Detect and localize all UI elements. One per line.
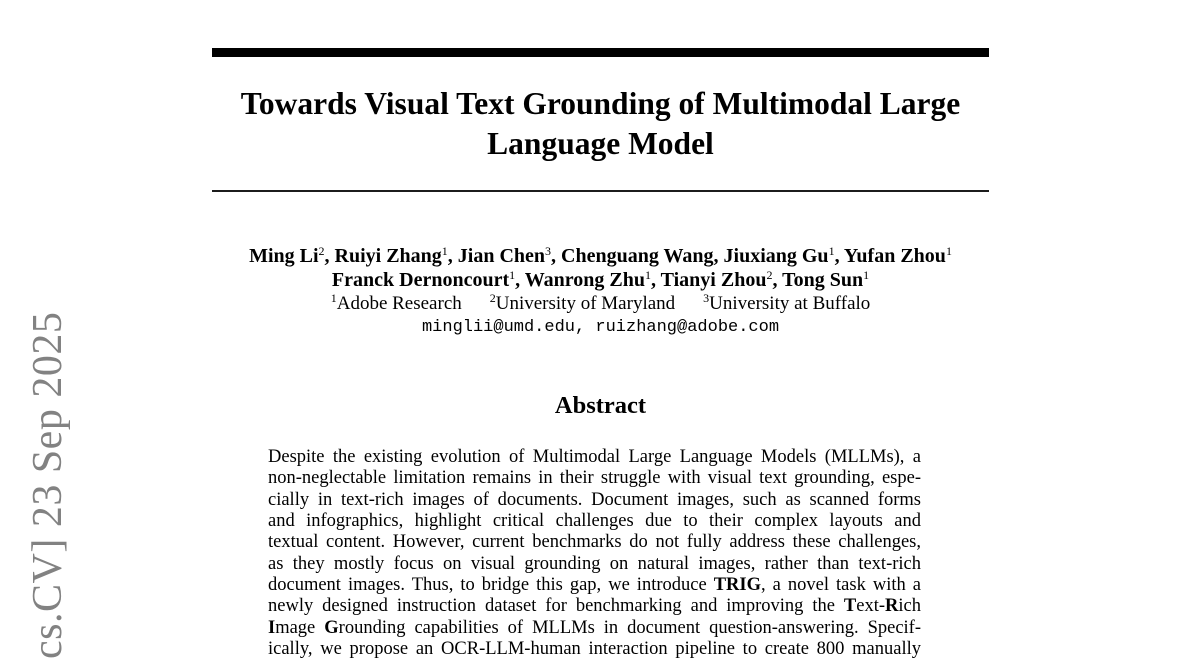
author-affiliation-sup: 1 bbox=[828, 244, 835, 259]
abstract-line: textual content. However, current benchmarks do not fully address these challenges, bbox=[268, 532, 921, 553]
abstract-line: ically, we propose an OCR-LLM-human interaction pipeline to create 800 manually bbox=[268, 639, 921, 660]
affiliations-line bbox=[212, 292, 989, 316]
abstract-line: as they mostly focus on visual grounding on natural images, rather than text-rich bbox=[268, 553, 921, 574]
affiliation-sup: 2 bbox=[489, 291, 496, 306]
arxiv-stamp: cs.CV] 23 Sep 2025 bbox=[25, 311, 71, 659]
abstract-heading: Abstract bbox=[554, 392, 647, 419]
author-affiliation-sup: 1 bbox=[863, 268, 870, 283]
author-affiliation-sup: 1 bbox=[509, 268, 516, 283]
abstract-line: cially in text-rich images of documents. Document images, such as scanned forms bbox=[268, 489, 921, 510]
affiliation: $^3$University at Buffalo bbox=[703, 291, 871, 314]
author-affiliation-sup: 2 bbox=[766, 268, 773, 283]
paper-title-line2: Language Model bbox=[487, 126, 714, 161]
title-bottom-rule bbox=[212, 190, 989, 192]
email-line: minglii@umd.edu, ruizhang@adobe.com bbox=[421, 318, 780, 337]
authors-block bbox=[212, 244, 989, 340]
author-affiliation-sup: 1 bbox=[645, 268, 651, 283]
author-name: Jiuxiang Gu$^1$, bbox=[723, 244, 844, 267]
affiliation: $^1$Adobe Research bbox=[330, 291, 462, 314]
authors-row-1 bbox=[212, 244, 989, 268]
author-affiliation-sup: 3 bbox=[545, 244, 552, 259]
author-name: Jian Chen$^3$, bbox=[457, 244, 562, 267]
title-top-rule bbox=[212, 48, 989, 57]
paper-title bbox=[212, 84, 989, 164]
author-name: Yufan Zhou$^1$ bbox=[843, 244, 952, 267]
paper-title-line1: Towards Visual Text Grounding of Multimodal Large bbox=[240, 86, 961, 121]
author-name: Tianyi Zhou$^2$, bbox=[660, 268, 783, 291]
author-affiliation-sup: 1 bbox=[441, 244, 448, 259]
author-affiliation-sup: 1 bbox=[945, 244, 952, 259]
abstract-line: newly designed instruction dataset for benchmarking and improving the Text-Rich bbox=[268, 596, 921, 617]
author-name: Ming Li$^2$, bbox=[249, 244, 335, 267]
abstract-line: Image Grounding capabilities of MLLMs in document question-answering. Specif- bbox=[268, 617, 922, 638]
abstract-body bbox=[268, 447, 921, 660]
author-name: Chenguang Wang, bbox=[561, 245, 724, 267]
affiliation: $^2$University of Maryland bbox=[489, 291, 676, 314]
author-name: Ruiyi Zhang$^1$, bbox=[334, 244, 458, 267]
author-name: Franck Dernoncourt$^1$, bbox=[331, 268, 525, 291]
authors-row-2 bbox=[212, 268, 989, 292]
abstract-line: and infographics, highlight critical challenges due to their complex layouts and bbox=[268, 511, 921, 532]
affiliation-sup: 3 bbox=[703, 291, 710, 306]
abstract-line: document images. Thus, to bridge this gap, we introduce TRIG, a novel task with a bbox=[268, 575, 921, 596]
abstract-line: non-neglectable limitation remains in their struggle with visual text grounding, espe- bbox=[268, 468, 921, 489]
author-name: Wanrong Zhu$^1$, bbox=[524, 268, 661, 291]
abstract-line: Despite the existing evolution of Multimodal Large Language Models (MLLMs), a bbox=[268, 447, 921, 467]
affiliation-sup: 1 bbox=[330, 291, 337, 306]
author-affiliation-sup: 2 bbox=[318, 244, 325, 259]
author-name: Tong Sun$^1$ bbox=[782, 268, 870, 291]
